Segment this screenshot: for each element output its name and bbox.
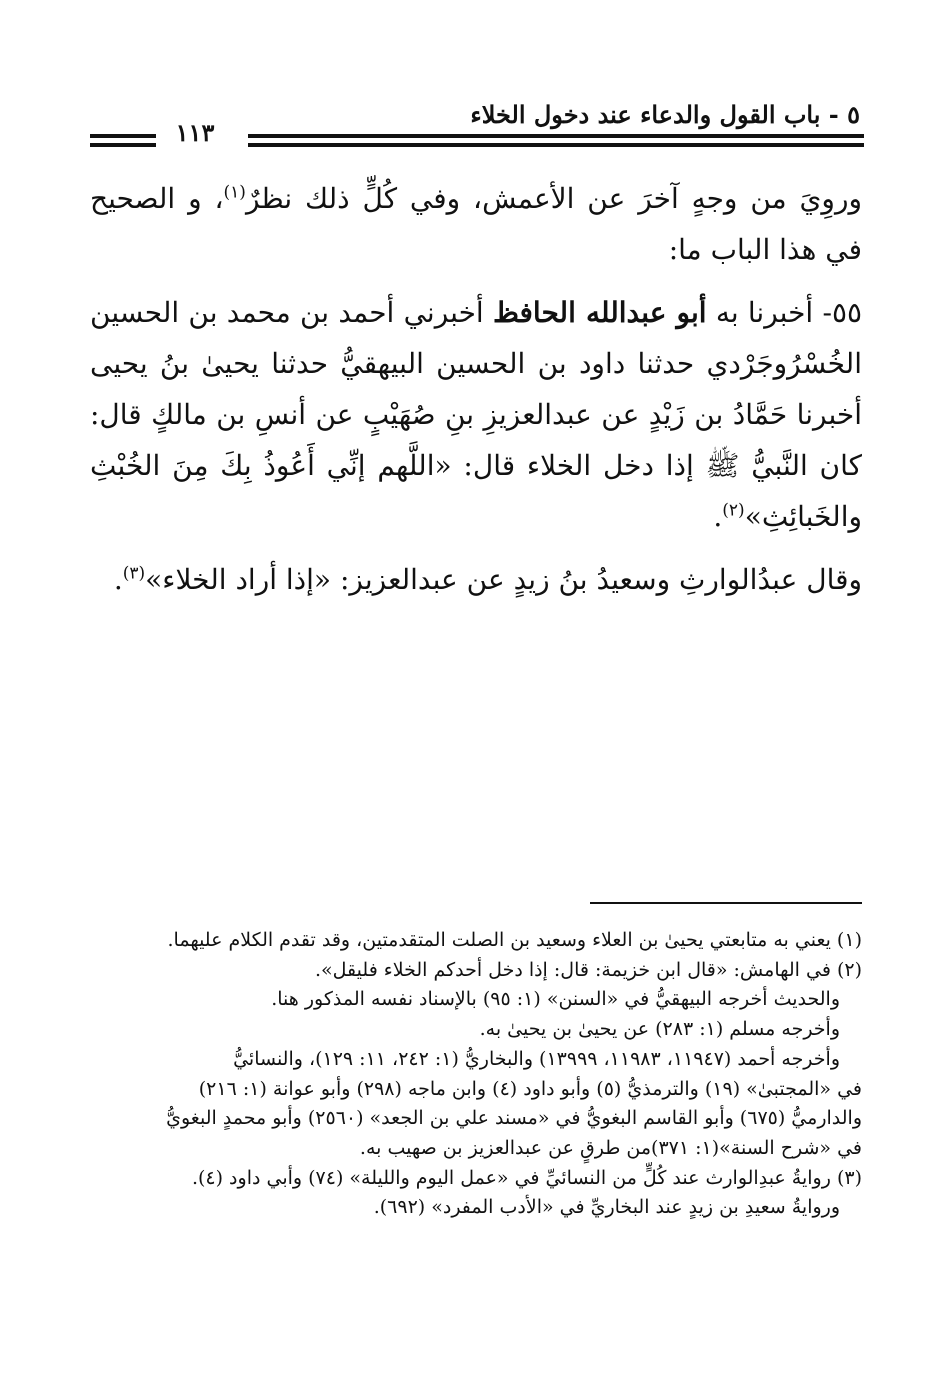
hadith-55 xyxy=(90,287,862,542)
paragraph-variant xyxy=(90,554,862,605)
footnote-2-line: في «شرح السنة»(١: ٣٧١)من طرقٍ عن عبدالعزيز بن صهيب به. xyxy=(359,1136,862,1159)
page-number: ١١٣ xyxy=(175,118,215,147)
footnote-2-line: وأخرجه مسلم (١: ٢٨٣) عن يحيىٰ بن يحيىٰ به. xyxy=(479,1018,840,1041)
paragraph-intro-text-a: وروِيَ من وجهٍ آخرَ عن الأعمش، وفي كُلٍّ ذلك نظرٌ xyxy=(245,182,862,215)
paragraph-variant-text-b: . xyxy=(113,563,123,596)
paragraph-variant-text-a: وقال عبدُالوارثِ وسعيدُ بنُ زيدٍ عن عبدالعزيز: «إذا أراد الخلاء» xyxy=(145,563,862,596)
footnote-3-line: وروايةُ سعيدِ بن زيدٍ عند البخاريِّ في «الأدب المفرد» (٦٩٢). xyxy=(373,1196,840,1219)
footnotes xyxy=(86,926,862,1223)
footnote-2-line: والحديث أخرجه البيهقيُّ في «السنن» (١: ٩٥) بالإسناد نفسه المذكور هنا. xyxy=(271,988,840,1011)
paragraph-intro-text-b: ، و الصحيح في هذا الباب ما: xyxy=(90,182,862,266)
chapter-header-title: ٥ - باب القول والدعاء عند دخول الخلاء xyxy=(470,100,860,129)
narrator-name: أبو عبدالله الحافظ xyxy=(492,296,707,329)
hadith-55-text-a: ٥٥- أخبرنا به xyxy=(706,296,863,329)
footnote-2-line: والدارميُّ (٦٧٥) وأبو القاسم البغويُّ في «مسند علي بن الجعد» (٢٥٦٠) وأبو محمدٍ البغويُّ xyxy=(166,1107,862,1130)
footnote-1: (١) يعني به متابعتي يحيىٰ بن العلاء وسعيد بن الصلت المتقدمتين، وقد تقدم الكلام عليهما. xyxy=(167,929,862,951)
footnote-3: (٣) روايةُ عبدِالوارث عند كُلٍّ من النسائيِّ في «عمل اليوم والليلة» (٧٤) وأبي داود (٤). xyxy=(191,1166,862,1189)
footnote-ref-3: (٣) xyxy=(122,563,146,584)
hadith-55-text-b: أخبرني أحمد بن محمد بن الحسين الخُسْرُوجَرْدي حدثنا داود بن الحسين البيهقيُّ حدثنا يحيىٰ بنُ يحيى أخبرنا حَمَّادُ بن زَيْدٍ عن عبدالعزيزِ بنِ صُهَيْبٍ عن أنسِ بن مالكٍ قال: كان النَّبيُّ ﷺ إذا دخل الخلاء قال: «اللَّهم إنِّي أَعُوذُ بِكَ مِنَ الخُبْثِ والخَبائِثِ» xyxy=(90,296,862,533)
footnote-separator xyxy=(590,902,862,904)
header-rule-left-top xyxy=(90,134,156,138)
paragraph-intro xyxy=(90,173,862,275)
footnote-2-line: وأخرجه أحمد (١١٩٤٧، ١١٩٨٣، ١٣٩٩٩) والبخاريُّ (١: ٢٤٢، ١١: ١٢٩)، والنسائيُّ xyxy=(233,1047,840,1070)
footnote-2: (٢) في الهامش: «قال ابن خزيمة: قال: إذا دخل أحدكم الخلاء فليقل». xyxy=(315,958,862,981)
footnote-2-line: في «المجتبىٰ» (١٩) والترمذيُّ (٥) وأبو داود (٤) وابن ماجه (٢٩٨) وأبو عوانة (١: ٢١٦) xyxy=(198,1077,862,1100)
footnote-ref-1: (١) xyxy=(223,182,246,203)
main-text xyxy=(90,173,862,617)
header-rule-left-bottom xyxy=(90,143,156,147)
header-rule-right-bottom xyxy=(248,143,864,147)
header-rule-right-top xyxy=(248,134,864,138)
footnote-ref-2: (٢) xyxy=(722,500,745,521)
hadith-55-text-c: . xyxy=(713,500,723,533)
